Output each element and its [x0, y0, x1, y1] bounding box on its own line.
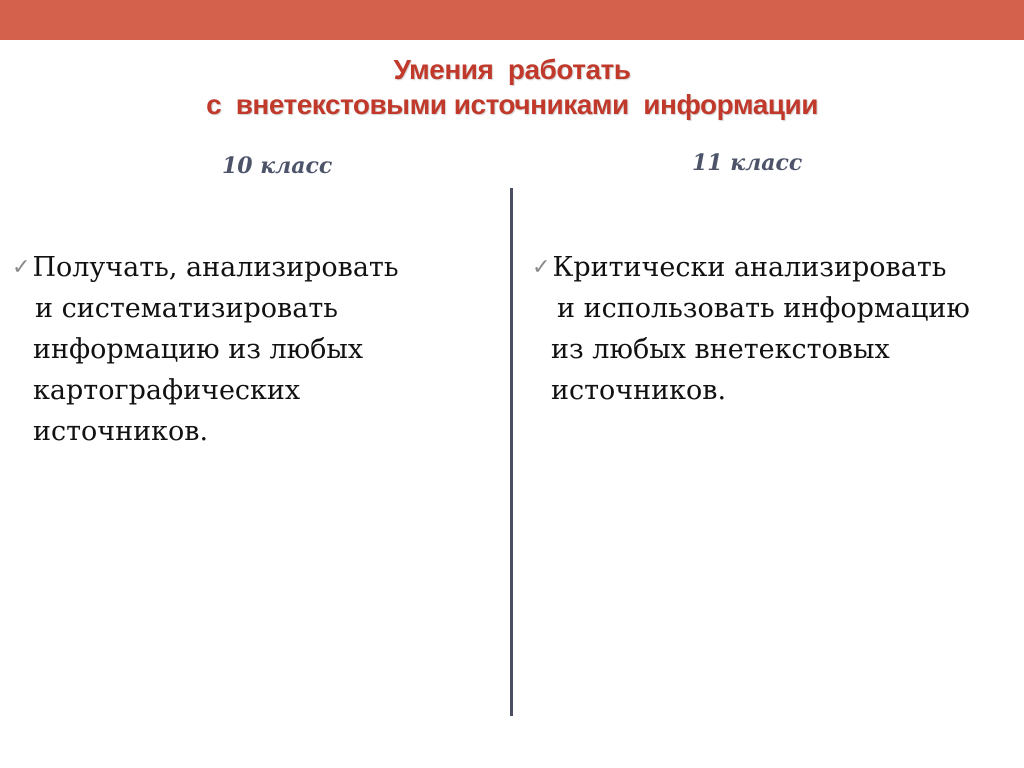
skill-text: Получать, анализировать	[32, 252, 399, 283]
slide-title-line-1: Умения работать	[393, 54, 631, 85]
skill-line	[532, 247, 1017, 288]
skill-line: картографических	[33, 375, 301, 406]
skill-line: и использовать информацию	[557, 293, 970, 324]
skill-line	[12, 247, 492, 288]
grade-10-heading: 10 класс	[222, 153, 333, 179]
skill-line: и систематизировать	[35, 293, 338, 324]
skill-line: источников.	[33, 416, 209, 447]
skill-line: источников.	[551, 375, 727, 406]
checkmark-icon: ✓	[12, 255, 31, 280]
skill-line: из любых внетекстовых	[551, 334, 890, 365]
checkmark-icon: ✓	[532, 255, 551, 280]
grade-11-heading: 11 класс	[692, 150, 803, 176]
top-accent-bar	[0, 0, 1024, 40]
grade-10-skills	[12, 247, 492, 452]
slide-title-line-2: с внетекстовыми источниками информации	[206, 89, 818, 120]
skill-line: информацию из любых	[33, 334, 364, 365]
skill-text: Критически анализировать	[552, 252, 947, 283]
slide-title	[0, 52, 1024, 122]
column-divider	[510, 188, 513, 716]
grade-11-skills	[532, 247, 1017, 411]
